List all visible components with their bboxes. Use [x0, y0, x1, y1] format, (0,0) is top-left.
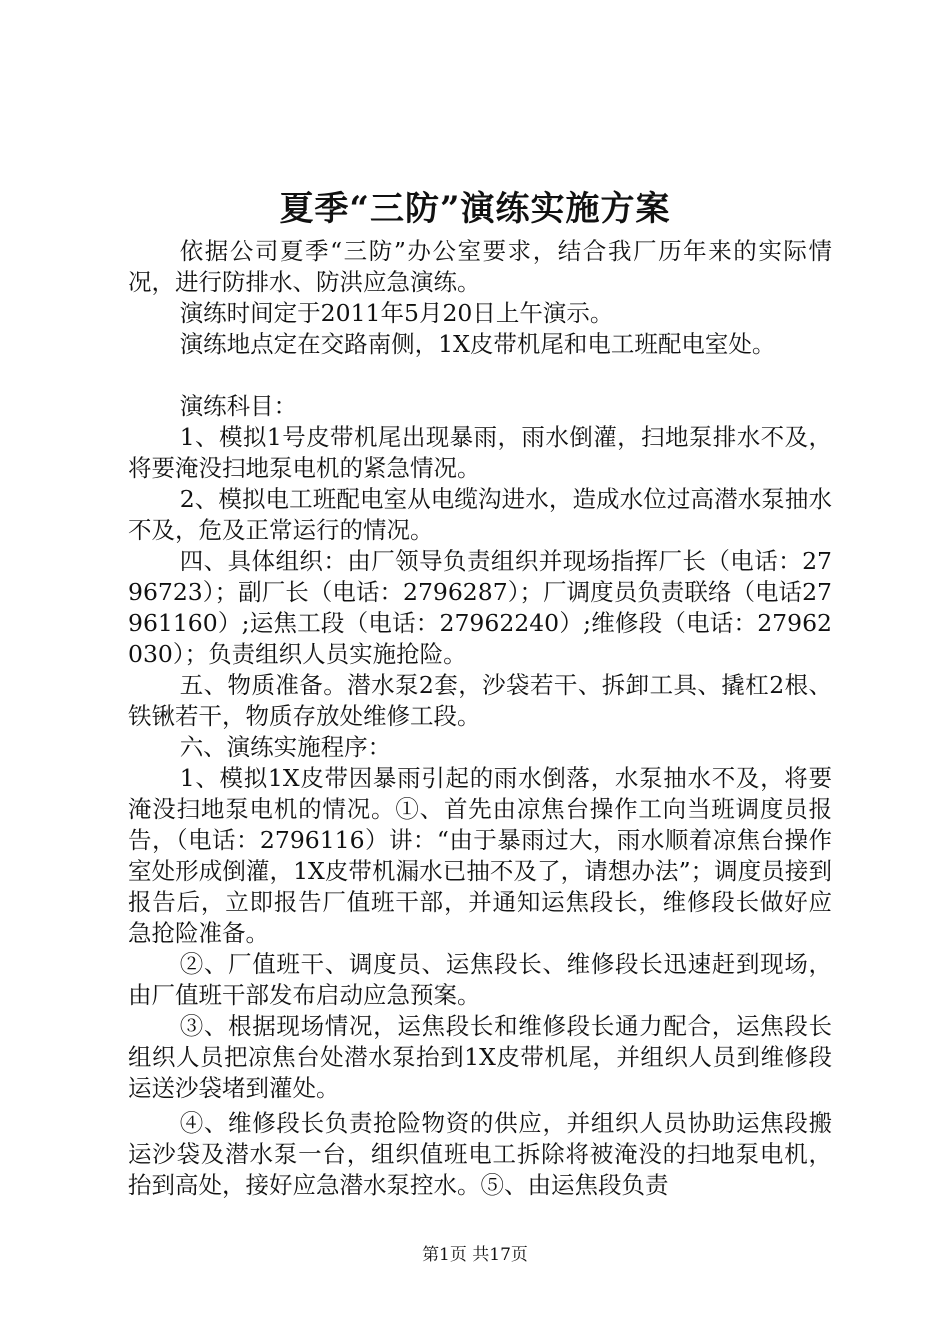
document-body: [128, 236, 832, 1201]
page-number-footer: 第1页 共17页: [422, 1245, 528, 1265]
paragraph-drill-subjects-heading: 演练科目：: [179, 392, 298, 420]
paragraph-procedure-4: ④、维修段长负责抢险物资的供应，并组织人员协助运焦段搬运沙袋及潜水泵一台，组织值班电工拆除将被淹没的扫地泵电机，抬到高处，接好应急潜水泵控水。⑤、由运焦段负责: [128, 1109, 832, 1199]
paragraph-materials: 五、物质准备。潜水泵2套，沙袋若干、拆卸工具、撬杠2根、铁锹若干，物质存放处维修工段。: [128, 671, 832, 730]
paragraph-organization: 四、具体组织：由厂领导负责组织并现场指挥厂长（电话：2796723）；副厂长（电话：2796287）；厂调度员负责联络（电话27961160）;运焦工段（电话：27962240）;维修段（电话：27962030）；负责组织人员实施抢险。: [128, 547, 832, 668]
paragraph-procedure-heading: 六、演练实施程序：: [179, 733, 392, 761]
paragraph-subject-2: 2、模拟电工班配电室从电缆沟进水，造成水位过高潜水泵抽水不及，危及正常运行的情况。: [128, 485, 832, 544]
paragraph-drill-location: 演练地点定在交路南侧，1X皮带机尾和电工班配电室处。: [179, 330, 776, 358]
paragraph-procedure-1: 1、模拟1X皮带因暴雨引起的雨水倒落，水泵抽水不及，将要淹没扫地泵电机的情况。①、首先由凉焦台操作工向当班调度员报告，（电话：2796116）讲：“由于暴雨过大，雨水顺着凉焦台操作室处形成倒灌，1X皮带机漏水已抽不及了，请想办法”；调度员接到报告后，立即报告厂值班干部，并通知运焦段长，维修段长做好应急抢险准备。: [128, 764, 832, 947]
paragraph-procedure-3: ③、根据现场情况，运焦段长和维修段长通力配合，运焦段长组织人员把凉焦台处潜水泵抬到1X皮带机尾，并组织人员到维修段运送沙袋堵到灌处。: [128, 1012, 832, 1102]
paragraph-procedure-2: ②、厂值班干、调度员、运焦段长、维修段长迅速赶到现场，由厂值班干部发布启动应急预案。: [128, 950, 832, 1009]
paragraph-intro: 依据公司夏季“三防”办公室要求，结合我厂历年来的实际情况，进行防排水、防洪应急演练。: [128, 237, 832, 296]
paragraph-drill-time: 演练时间定于2011年5月20日上午演示。: [179, 299, 614, 327]
paragraph-subject-1: 1、模拟1号皮带机尾出现暴雨，雨水倒灌，扫地泵排水不及，将要淹没扫地泵电机的紧急情况。: [128, 423, 832, 482]
document-title: 夏季“三防”演练实施方案: [279, 189, 671, 229]
